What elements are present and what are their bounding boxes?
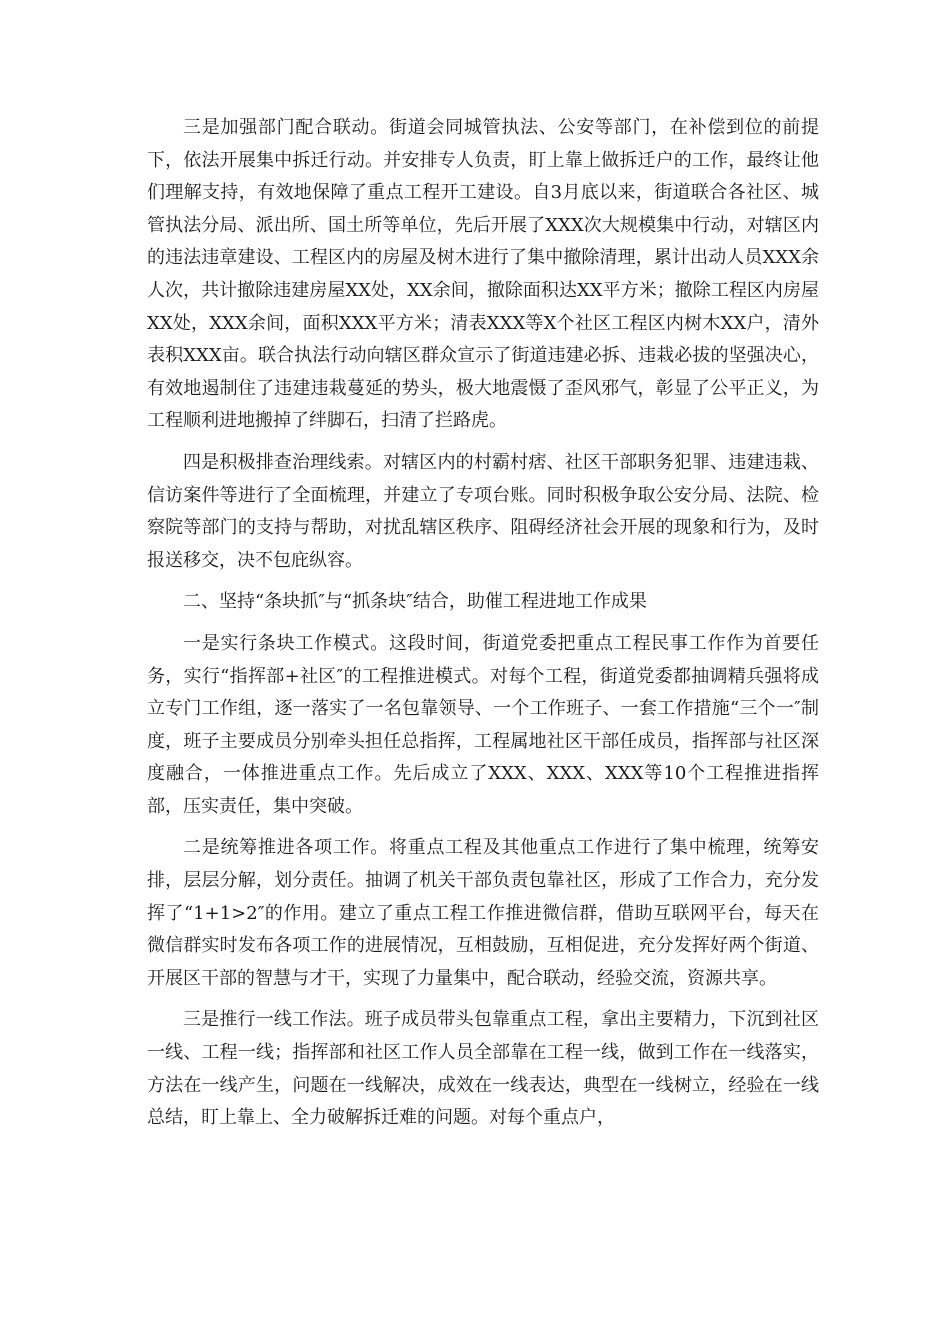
paragraph-work-mode: 一是实行条块工作模式。这段时间，街道党委把重点工程民事工作作为首要任务，实行“指挥部+社区″的工程推进模式。对每个工程，街道党委都抽调精兵强将成立专门工作组，逐一落实了一名包靠领导、一个工作班子、一套工作措施“三个一″制度，班子主要成员分别牵头担任总指挥，工程属地社区干部任成员，指挥部与社区深度融合，一体推进重点工作。先后成立了XXX、XXX、XXX等10个工程推进指挥部，压实责任，集中突破。 — [147, 632, 819, 817]
document-body — [147, 112, 819, 1144]
paragraph-joint-action: 三是加强部门配合联动。街道会同城管执法、公安等部门，在补偿到位的前提下，依法开展集中拆迁行动。并安排专人负责，盯上靠上做拆迁户的工作，最终让他们理解支持，有效地保障了重点工程开工建设。自3月底以来，街道联合各社区、城管执法分局、派出所、国土所等单位，先后开展了XXX次大规模集中行动，对辖区内的违法违章建设、工程区内的房屋及树木进行了集中撤除清理，累计出动人员XXX余人次，共计撤除违建房屋XX处，XX余间，撤除面积达XX平方米；撤除工程区内房屋XX处，XXX余间，面积XXX平方米；清表XXX等X个社区工程区内树木XX户，清外表积XXX亩。联合执法行动向辖区群众宣示了街道违建必拆、违栽必拔的坚强决心，有效地遏制住了违建违栽蔓延的势头，极大地震慑了歪风邪气，彰显了公平正义，为工程顺利进地搬掉了绊脚石，扫清了拦路虎。 — [147, 117, 819, 432]
section-heading-2: 二、坚持“条块抓″与“抓条块″结合，助催工程进地工作成果 — [183, 591, 647, 613]
paragraph-frontline-method: 三是推行一线工作法。班子成员带头包靠重点工程，拿出主要精力，下沉到社区一线、工程一线；指挥部和社区工作人员全部靠在工程一线，做到工作在一线落实，方法在一线产生，问题在一线解决，成效在一线表达，典型在一线树立，经验在一线总结，盯上靠上、全力破解拆迁难的问题。对每个重点户， — [147, 1009, 819, 1129]
paragraph-coordination: 二是统筹推进各项工作。将重点工程及其他重点工作进行了集中梳理，统筹安排，层层分解，划分责任。抽调了机关干部负责包靠社区，形成了工作合力，充分发挥了“1+1>2″的作用。建立了重点工程工作推进微信群，借助互联网平台，每天在微信群实时发布各项工作的进展情况，互相鼓励，互相促进，充分发挥好两个街道、开展区干部的智慧与才干，实现了力量集中，配合联动，经验交流，资源共享。 — [147, 837, 819, 989]
paragraph-clue-investigation: 四是积极排查治理线索。对辖区内的村霸村痞、社区干部职务犯罪、违建违栽、信访案件等进行了全面梳理，并建立了专项台账。同时积极争取公安分局、法院、检察院等部门的支持与帮助，对扰乱辖区秩序、阻碍经济社会开展的现象和行为，及时报送移交，决不包庇纵容。 — [147, 451, 819, 571]
